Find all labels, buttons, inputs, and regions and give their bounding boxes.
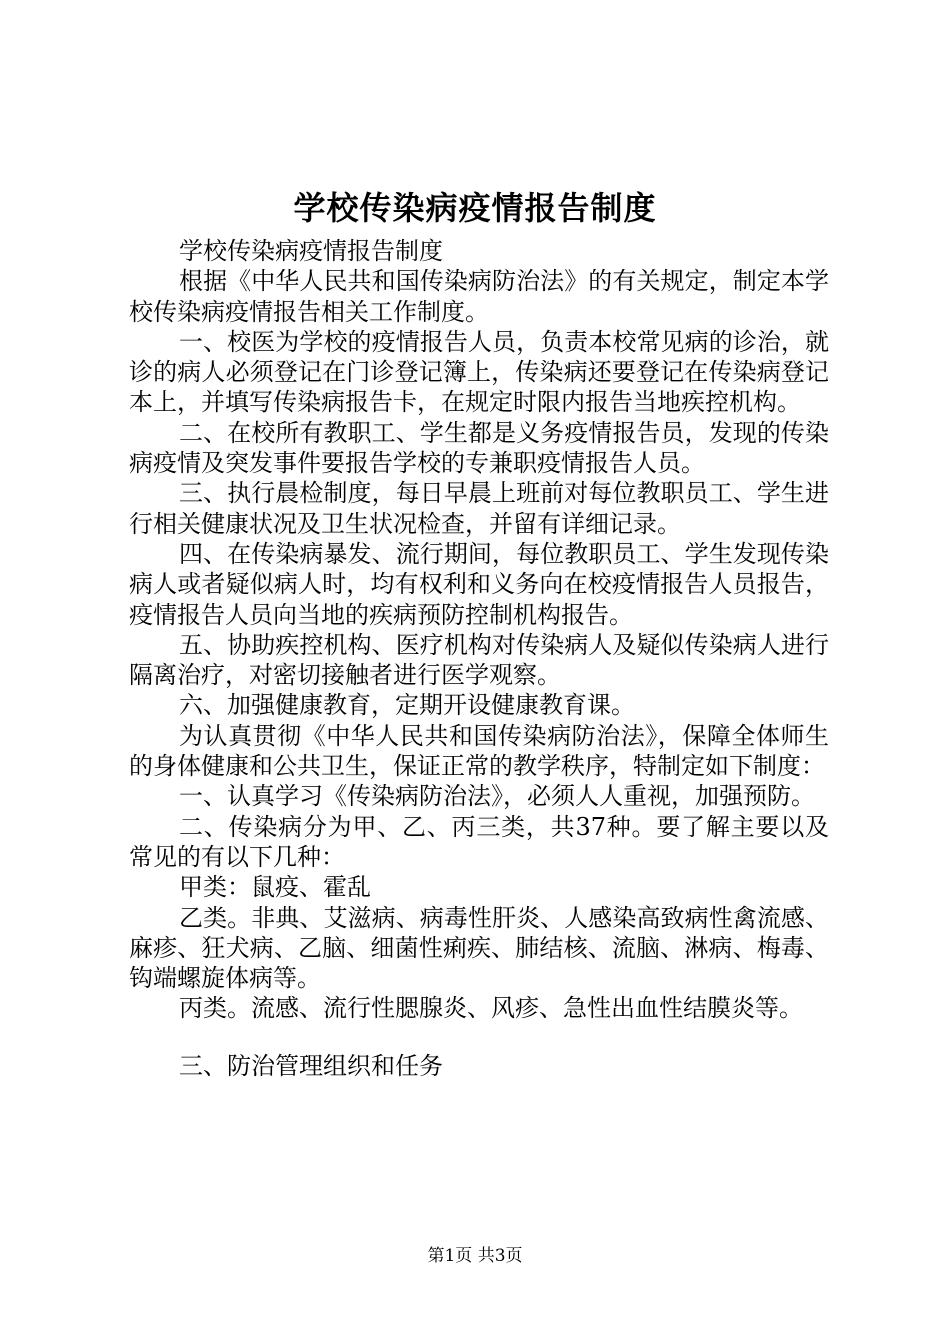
page-title: 学校传染病疫情报告制度	[293, 189, 657, 227]
paragraph: 一、认真学习《传染病防治法》，必须人人重视，加强预防。	[179, 782, 815, 811]
paragraph: 三、防治管理组织和任务	[179, 1051, 443, 1080]
paragraph: 五、协助疾控机构、医疗机构对传染病人及疑似传染病人进行隔离治疗，对密切接触者进行医学观察。	[129, 630, 829, 690]
paragraph: 四、在传染病暴发、流行期间，每位教职员工、学生发现传染病人或者疑似病人时，均有权利和义务向在校疫情报告人员报告，疫情报告人员向当地的疾病预防控制机构报告。	[129, 539, 829, 629]
paragraph: 二、在校所有教职工、学生都是义务疫情报告员，发现的传染病疫情及突发事件要报告学校的专兼职疫情报告人员。	[129, 418, 829, 478]
paragraph: 为认真贯彻《中华人民共和国传染病防治法》，保障全体师生的身体健康和公共卫生，保证正常的教学秩序，特制定如下制度：	[129, 721, 829, 781]
paragraph: 一、校医为学校的疫情报告人员，负责本校常见病的诊治，就诊的病人必须登记在门诊登记簿上，传染病还要登记在传染病登记本上，并填写传染病报告卡，在规定时限内报告当地疾控机构。	[129, 327, 829, 417]
paragraph: 乙类。非典、艾滋病、病毒性肝炎、人感染高致病性禽流感、麻疹、狂犬病、乙脑、细菌性痢疾、肺结核、流脑、淋病、梅毒、钩端螺旋体病等。	[129, 903, 829, 993]
paragraph: 丙类。流感、流行性腮腺炎、风疹、急性出血性结膜炎等。	[179, 994, 803, 1023]
page-footer: 第1页 共3页	[427, 1246, 523, 1266]
paragraph: 二、传染病分为甲、乙、丙三类，共37种。要了解主要以及常见的有以下几种：	[129, 812, 829, 871]
paragraph: 六、加强健康教育，定期开设健康教育课。	[179, 691, 635, 720]
paragraph: 根据《中华人民共和国传染病防治法》的有关规定，制定本学校传染病疫情报告相关工作制度。	[129, 267, 829, 326]
document-body	[129, 236, 829, 1081]
paragraph: 三、执行晨检制度，每日早晨上班前对每位教职员工、学生进行相关健康状况及卫生状况检查，并留有详细记录。	[129, 479, 829, 538]
paragraph: 学校传染病疫情报告制度	[179, 237, 443, 265]
paragraph: 甲类：鼠疫、霍乱	[179, 873, 371, 902]
